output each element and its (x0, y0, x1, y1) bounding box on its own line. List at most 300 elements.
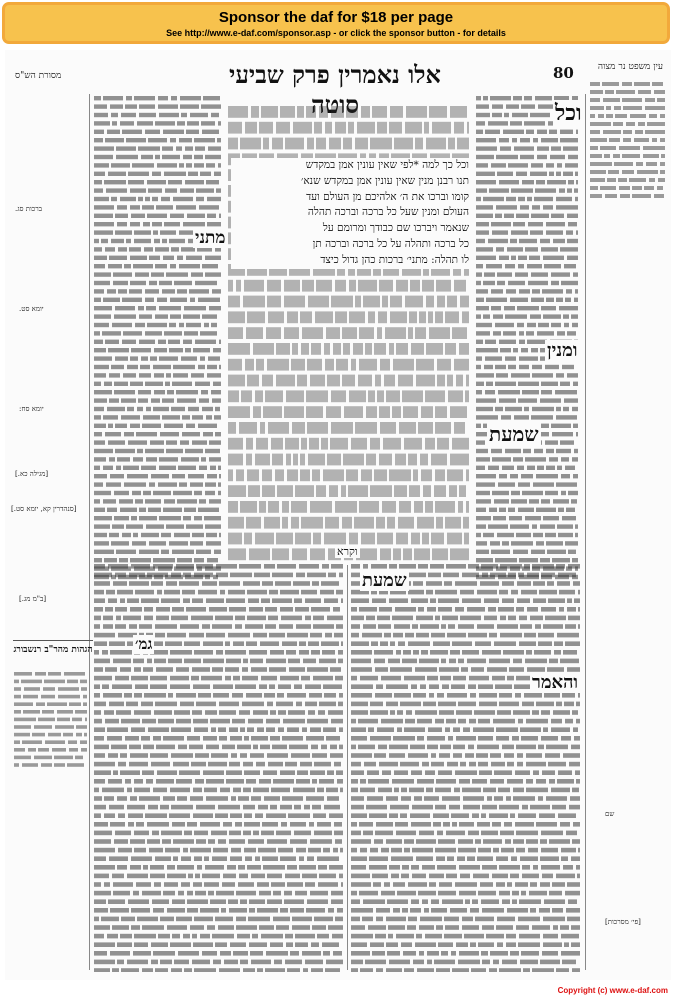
text-word (179, 323, 184, 327)
text-word (58, 687, 79, 691)
text-word (152, 172, 161, 176)
text-word (309, 822, 314, 827)
text-word (572, 323, 578, 327)
text-word (468, 564, 479, 569)
text-word (409, 788, 424, 793)
text-word (167, 865, 175, 870)
text-word (284, 280, 300, 292)
text-word (236, 917, 246, 922)
text-word (351, 831, 361, 836)
text-word (295, 533, 311, 545)
text-word (351, 968, 358, 972)
text-word (276, 375, 295, 387)
text-word (417, 968, 434, 972)
text-word (482, 650, 501, 655)
text-word (561, 848, 576, 853)
text-word (506, 197, 516, 201)
text-word (367, 796, 383, 801)
text-word (159, 281, 172, 285)
text-word (276, 831, 291, 836)
text-word (225, 650, 246, 655)
text-word (335, 122, 346, 134)
text-word (170, 650, 192, 655)
text-word (391, 856, 413, 861)
text-word (266, 813, 286, 818)
text-word (247, 311, 265, 323)
text-word (416, 633, 429, 638)
text-word (212, 398, 221, 402)
text-word (344, 406, 363, 418)
text-word (294, 684, 302, 689)
text-word (251, 796, 261, 801)
text-word (351, 874, 370, 879)
text-word (104, 710, 114, 715)
text-word (517, 581, 531, 586)
text-word (299, 650, 309, 655)
text-word (476, 440, 485, 444)
text-word (394, 693, 411, 698)
text-word (128, 172, 149, 176)
text-word (540, 524, 555, 528)
text-word (185, 449, 203, 453)
text-word (476, 533, 481, 537)
text-word (187, 736, 200, 741)
text-word (407, 573, 426, 578)
text-word (94, 710, 101, 715)
text-word (412, 624, 418, 629)
text-word (351, 359, 356, 371)
gemara-line: כל ברכה ותהלה על כל ברכה וברכה תן (312, 237, 469, 250)
text-word (565, 541, 578, 545)
text-word (108, 172, 126, 176)
text-word (462, 650, 479, 655)
text-word (447, 856, 454, 861)
text-word (134, 667, 141, 672)
text-word (341, 598, 343, 603)
text-word (503, 331, 516, 335)
text-word (323, 469, 344, 481)
text-word (308, 296, 329, 308)
text-word (376, 517, 385, 529)
text-word (108, 424, 113, 428)
text-word (497, 281, 505, 285)
text-word (118, 247, 127, 251)
text-word (405, 633, 414, 638)
text-word (568, 564, 580, 569)
text-word (94, 727, 105, 732)
text-word (424, 796, 439, 801)
text-word (127, 805, 145, 810)
text-word (376, 908, 390, 913)
sponsor-banner-subtitle[interactable]: See http://www.e-daf.com/sponsor.asp - or click the sponsor button - for details (166, 28, 506, 38)
text-word (336, 359, 348, 371)
text-word (297, 375, 307, 387)
text-word (394, 138, 413, 150)
text-word (536, 822, 557, 827)
text-word (94, 104, 107, 108)
text-word (522, 805, 528, 810)
text-word (291, 501, 307, 513)
text-word (505, 356, 516, 360)
text-word (35, 672, 46, 676)
text-word (115, 449, 135, 453)
text-word (544, 693, 560, 698)
text-word (220, 788, 230, 793)
text-word (202, 951, 217, 956)
text-word (411, 865, 419, 870)
text-word (94, 230, 113, 234)
sponsor-banner-title[interactable]: Sponsor the daf for $18 per page (218, 9, 454, 26)
text-word (578, 848, 580, 853)
text-word (391, 874, 399, 879)
text-word (139, 340, 155, 344)
text-word (370, 942, 384, 947)
text-word (310, 770, 325, 775)
text-word (231, 753, 237, 758)
sponsor-banner[interactable] (2, 2, 670, 44)
text-word (170, 264, 176, 268)
text-word (575, 770, 580, 775)
text-word (381, 848, 389, 853)
text-word (120, 197, 136, 201)
text-word (284, 296, 305, 308)
text-word (392, 779, 414, 784)
text-word (463, 517, 469, 529)
text-word (533, 770, 539, 775)
text-word (654, 90, 665, 94)
text-word (375, 831, 393, 836)
text-word (374, 650, 393, 655)
text-word (519, 365, 529, 369)
text-word (34, 725, 52, 729)
text-word (272, 573, 293, 578)
text-word (649, 114, 657, 118)
text-word (403, 548, 412, 560)
text-word (68, 740, 77, 744)
text-word (242, 676, 258, 681)
text-word (524, 96, 532, 100)
text-word (278, 710, 286, 715)
text-word (416, 359, 434, 371)
text-word (302, 727, 307, 732)
text-word (410, 745, 425, 750)
text-word (499, 508, 506, 512)
text-word (54, 763, 65, 767)
text-word (132, 163, 154, 167)
text-word (14, 710, 21, 714)
text-word (267, 280, 281, 292)
text-word (435, 501, 455, 513)
text-word (267, 359, 289, 371)
text-word (94, 753, 105, 758)
text-word (556, 415, 577, 419)
text-word (564, 942, 569, 947)
text-word (533, 581, 545, 586)
text-word (263, 770, 277, 775)
text-word (182, 432, 200, 436)
text-word (286, 390, 304, 402)
text-word (349, 390, 366, 402)
text-word (374, 469, 387, 481)
text-word (278, 684, 291, 689)
text-word (450, 650, 460, 655)
text-word (271, 438, 283, 450)
text-word (276, 343, 290, 355)
text-word (145, 289, 159, 293)
text-word (572, 457, 578, 461)
text-word (326, 327, 340, 339)
text-word (148, 805, 158, 810)
text-word (552, 432, 573, 436)
text-word (287, 693, 306, 698)
text-word (540, 882, 550, 887)
text-word (145, 298, 154, 302)
text-word (335, 917, 343, 922)
text-word (326, 406, 341, 418)
text-word (262, 856, 278, 861)
text-word (476, 482, 495, 486)
text-word (192, 960, 210, 965)
text-word (509, 516, 522, 520)
text-word (400, 702, 421, 707)
text-word (571, 925, 580, 930)
text-word (394, 788, 399, 793)
text-word (94, 745, 109, 750)
text-word (426, 581, 442, 586)
text-word (556, 373, 564, 377)
text-word (115, 214, 128, 218)
text-word (504, 306, 515, 310)
text-word (280, 106, 295, 118)
text-word (557, 633, 579, 638)
text-word (524, 693, 542, 698)
text-word (205, 491, 215, 495)
margin-note: שם (605, 810, 615, 818)
text-word (233, 951, 248, 956)
text-word (551, 281, 559, 285)
text-word (239, 564, 261, 569)
text-word (67, 680, 78, 684)
text-word (471, 968, 486, 972)
text-word (201, 676, 222, 681)
text-word (373, 882, 381, 887)
text-word (261, 934, 283, 939)
text-word (489, 813, 508, 818)
text-word (398, 641, 405, 646)
text-word (341, 641, 343, 646)
text-word (214, 172, 221, 176)
text-word (216, 188, 221, 192)
text-word (590, 82, 600, 86)
text-word (186, 256, 202, 260)
text-word (233, 788, 241, 793)
text-word (459, 485, 466, 497)
text-word (463, 805, 480, 810)
text-word (335, 501, 357, 513)
text-word (575, 524, 578, 528)
text-word (413, 960, 424, 965)
text-word (324, 343, 330, 355)
margin-divider-left (89, 94, 90, 970)
text-word (75, 710, 87, 714)
text-word (529, 499, 539, 503)
text-word (218, 466, 221, 470)
text-word (351, 710, 368, 715)
text-word (179, 482, 187, 486)
text-word (154, 373, 164, 377)
text-word (508, 281, 525, 285)
text-word (131, 676, 148, 681)
text-word (476, 172, 495, 176)
text-word (148, 508, 161, 512)
text-word (543, 917, 565, 922)
text-word (262, 375, 273, 387)
text-word (246, 438, 253, 450)
text-word (511, 188, 533, 192)
text-word (76, 725, 87, 729)
text-word (240, 138, 261, 150)
text-word (498, 788, 510, 793)
text-word (319, 874, 336, 879)
text-word (114, 491, 129, 495)
gemara-closing-word: וקרא (337, 545, 358, 558)
text-word (393, 736, 415, 741)
text-word (364, 762, 376, 767)
text-word (260, 422, 265, 434)
text-word (280, 770, 295, 775)
text-word (130, 256, 147, 260)
text-word (107, 289, 116, 293)
text-word (155, 247, 169, 251)
text-word (94, 172, 105, 176)
text-word (536, 508, 556, 512)
text-word (476, 121, 485, 125)
text-word (205, 710, 217, 715)
text-word (573, 727, 578, 732)
text-word (171, 407, 185, 411)
text-word (482, 805, 497, 810)
text-word (518, 573, 524, 578)
text-word (460, 590, 474, 595)
text-word (325, 359, 334, 371)
text-word (647, 122, 665, 126)
text-word (476, 348, 498, 352)
text-word (335, 839, 342, 844)
text-word (289, 667, 305, 672)
text-word (131, 516, 137, 520)
text-word (386, 968, 402, 972)
text-word (338, 650, 343, 655)
text-word (369, 865, 387, 870)
text-word (251, 960, 271, 965)
text-word (179, 163, 184, 167)
text-word (569, 805, 580, 810)
text-word (460, 874, 470, 879)
text-word (464, 934, 484, 939)
text-word (170, 788, 190, 793)
text-word (160, 917, 174, 922)
text-word (331, 296, 353, 308)
text-word (193, 684, 210, 689)
text-word (453, 676, 466, 681)
text-word (172, 382, 192, 386)
text-word (156, 667, 173, 672)
text-word (514, 415, 529, 419)
text-word (206, 163, 215, 167)
text-word (134, 239, 151, 243)
keyword-matni: מתני (195, 228, 226, 248)
text-word (438, 839, 455, 844)
text-word (452, 641, 472, 646)
text-word (193, 882, 202, 887)
text-word (436, 280, 451, 292)
text-word (69, 748, 78, 752)
text-word (200, 908, 219, 913)
text-word (94, 197, 109, 201)
text-word (486, 934, 504, 939)
text-word (301, 590, 317, 595)
text-word (386, 684, 408, 689)
text-word (80, 740, 87, 744)
text-word (519, 289, 530, 293)
text-word (551, 424, 571, 428)
text-word (488, 607, 496, 612)
text-word (416, 616, 433, 621)
text-word (476, 146, 497, 150)
text-word (133, 533, 138, 537)
text-word (608, 170, 619, 174)
text-word (94, 130, 104, 134)
text-word (568, 222, 577, 226)
text-word (219, 968, 240, 972)
text-word (396, 934, 414, 939)
text-word (622, 82, 632, 86)
keyword-umnayin: ומנין (547, 340, 578, 361)
text-word (459, 822, 474, 827)
text-word (205, 155, 221, 159)
text-word (160, 230, 176, 234)
text-word (112, 925, 129, 930)
text-word (94, 607, 103, 612)
text-word (147, 839, 160, 844)
text-word (249, 607, 263, 612)
text-word (405, 296, 423, 308)
text-word (511, 256, 516, 260)
text-word (128, 899, 149, 904)
text-word (228, 633, 250, 638)
text-word (351, 633, 359, 638)
text-word (412, 805, 433, 810)
text-word (137, 407, 143, 411)
text-word (556, 482, 577, 486)
text-word (553, 239, 565, 243)
text-word (436, 779, 456, 784)
text-word (343, 138, 352, 150)
text-word (232, 693, 243, 698)
text-word (183, 516, 191, 520)
text-word (219, 214, 221, 218)
text-word (435, 469, 445, 481)
text-word (654, 194, 664, 198)
copyright-link[interactable]: Copyright (c) www.e-daf.com (557, 986, 668, 995)
text-word (316, 138, 326, 150)
text-word (94, 968, 110, 972)
text-word (526, 762, 546, 767)
text-word (543, 727, 548, 732)
text-word (161, 550, 169, 554)
text-word (486, 382, 493, 386)
text-word (507, 908, 528, 913)
